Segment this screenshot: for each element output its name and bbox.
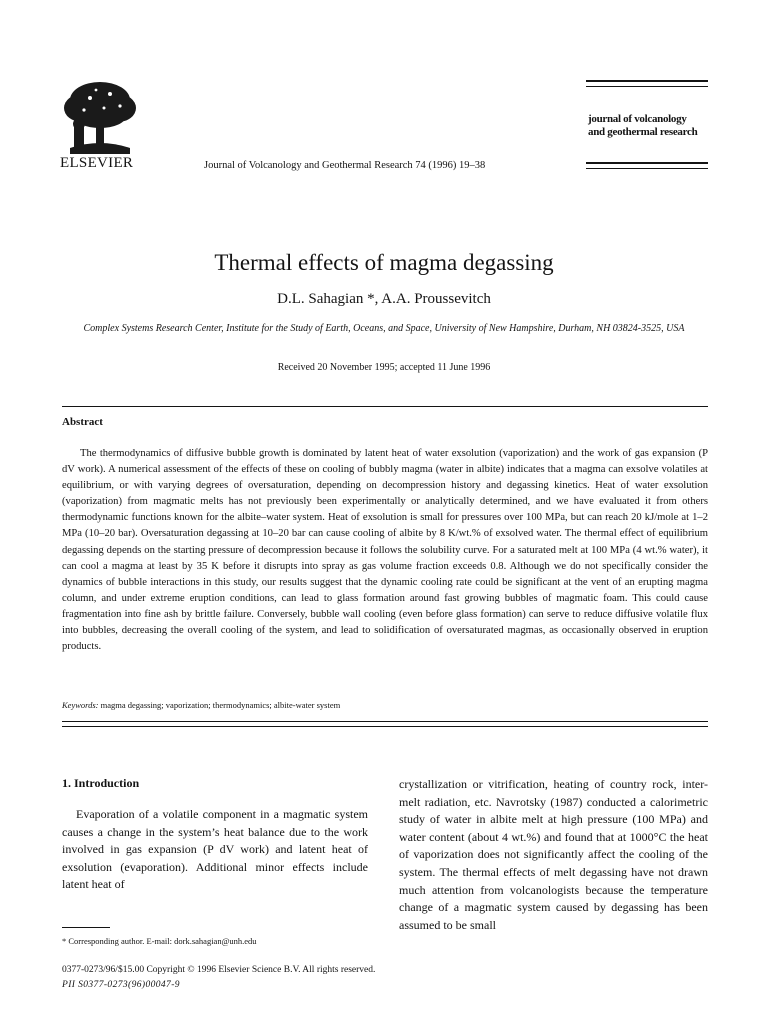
intro-paragraph-right: crystallization or vitrification, heating of country rock, inter-melt radiation, etc. Navrotsky (1987) conducted a calorimetric study of water in albite melt at high pressure (100 MPa) and water content (about 4 wt.%) and found that at 1000°C the heat of vaporization does not significantly affect the cooling of the system. The thermal effects of melt degassing have not drawn much attention from volcanologists because the temperature change of a magmatic system caused by degassing has been assumed to be small <box>399 777 708 932</box>
keywords-list: magma degassing; vaporization; thermodynamics; albite-water system <box>98 700 341 710</box>
journal-rule-bottom-thin <box>586 168 708 169</box>
article-title: Thermal effects of magma degassing <box>214 250 554 275</box>
journal-name-line2: and geothermal research <box>588 126 698 138</box>
journal-citation: Journal of Volcanology and Geothermal Research 74 (1996) 19–38 <box>204 160 486 171</box>
abstract-text: The thermodynamics of diffusive bubble growth is dominated by latent heat of water exsolution (vaporization) and the work of gas expansion (P dV work). A numerical assessment of the effects of these on cooling of bubbly magma (water in albite) indicates that a magma can exsolve volatiles at equilibrium, or with varying degrees of oversaturation, depending on decompression history and degassing kinetics. Heat of water exsolution (vaporization) from magmatic melts has not previously been experimentally or analytically determined, and we have evaluated it from others thermodynamic functions known for the albite–water system. Heat of exsolution is small for pressures over 100 MPa, but can reach 20 kJ/mole at 1–2 MPa (10–20 bar). Oversaturation degassing at 10–20 bar can cause cooling of albite by 8 K/wt.% of exsolved water. The thermal effect of equilibrium degassing depends on the starting pressure of decompression because it follows the solubility curve. For a saturated melt at 100 MPa (4 wt.% water), it can cool a magma at least by 35 K before it disrupts into spray as gas volume fraction exceeds 0.8. Although we do not specifically consider the dynamics of bubble interactions in this study, our results suggest that the dynamic cooling rate could be significant at the vent of an erupting magma column, and under extreme eruption conditions, can lead to glass formation around fast growing bubbles of magmatic foam. This could cause fragmentation into fine ash by brittle failure. Conversely, bubble wall cooling (even before glass formation) can serve to reduce diffusive volatile flux into bubbles, decreasing the overall cooling of the system, and lead to solidification of oversaturated magmas, as occasionally observed in eruption products. <box>62 448 708 653</box>
publisher-name: ELSEVIER <box>60 155 134 171</box>
elsevier-tree-logo-icon <box>60 78 140 160</box>
copyright-line: 0377-0273/96/$15.00 Copyright © 1996 Elsevier Science B.V. All rights reserved. <box>62 965 376 975</box>
journal-rule-top <box>586 80 708 82</box>
keywords <box>62 700 340 710</box>
article-authors: D.L. Sahagian *, A.A. Proussevitch <box>277 291 491 307</box>
intro-paragraph-left: Evaporation of a volatile component in a magmatic system causes a change in the system’s heat balance due to the work involved in gas expansion (P dV work) and latent heat of exsolution (evaporation). Additional minor effects include latent heat of <box>62 807 368 891</box>
footnote-rule <box>62 927 110 928</box>
abstract-bottom-rule <box>62 721 708 722</box>
keywords-label: Keywords: <box>62 700 99 710</box>
received-dates: Received 20 November 1995; accepted 11 June 1996 <box>277 362 491 373</box>
abstract-top-rule <box>62 406 708 407</box>
journal-rule-bottom <box>586 162 708 164</box>
pii-line: PII S0377-0273(96)00047-9 <box>62 980 180 990</box>
section-heading-introduction: 1. Introduction <box>62 776 140 790</box>
abstract-bottom-rule-thin <box>62 726 708 727</box>
journal-name-line1: journal of volcanology <box>588 113 687 125</box>
author-affiliation: Complex Systems Research Center, Institute for the Study of Earth, Oceans, and Space, University of New Hampshire, Durham, NH 03824-3525, USA <box>83 323 685 334</box>
abstract-heading: Abstract <box>62 416 103 428</box>
journal-rule-top-thin <box>586 86 708 87</box>
journal-name <box>588 113 718 139</box>
corresponding-author-footnote: * Corresponding author. E-mail: dork.sahagian@unh.edu <box>62 936 257 946</box>
